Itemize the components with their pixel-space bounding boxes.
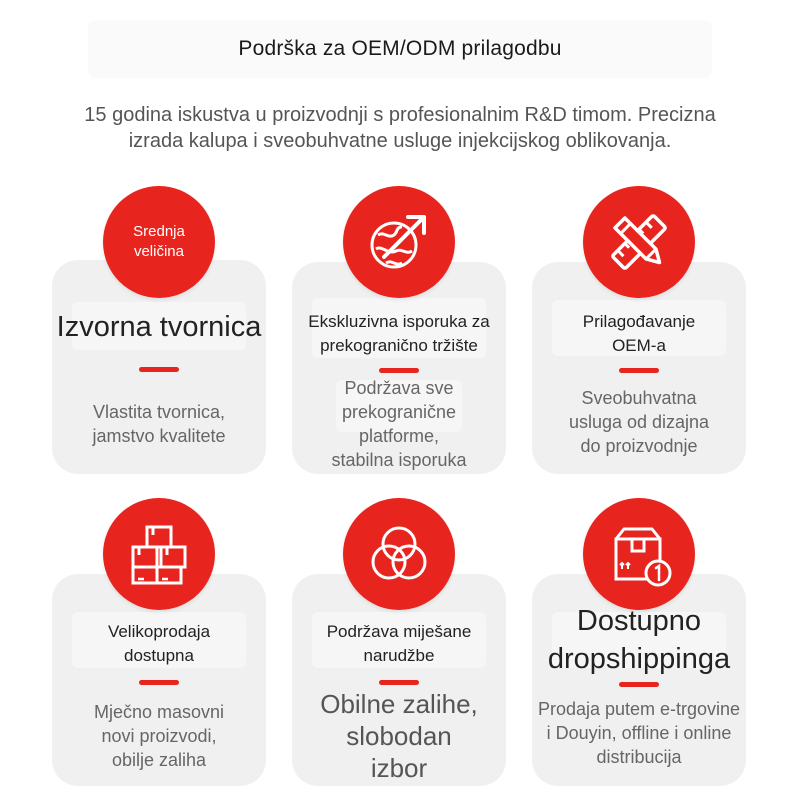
card-description-line: Mječno masovni xyxy=(93,702,225,722)
card-title xyxy=(292,310,506,358)
card-description xyxy=(52,400,266,448)
card-title-line: Ekskluzivna isporuka za xyxy=(308,312,490,331)
card-description-line: jamstvo kvalitete xyxy=(92,426,226,446)
accent-dash xyxy=(619,368,659,373)
subtitle-line: izrada kalupa i sveobuhvatne usluge injekcijskog oblikovanja. xyxy=(128,130,672,152)
card-description-line: i Douyin, offline i online xyxy=(546,723,732,743)
globe-arrow-graphic xyxy=(362,205,436,279)
subtitle-line: 15 godina iskustva u proizvodnji s profesionalnim R&D timom. Precizna xyxy=(84,104,716,126)
overlapping-circles-graphic xyxy=(362,517,436,591)
card-description-line: platforme, xyxy=(358,426,440,446)
stacked-boxes-graphic xyxy=(122,517,196,591)
card-description-line: slobodan xyxy=(346,721,452,751)
size-badge-label xyxy=(133,222,185,262)
title-bar xyxy=(88,20,712,78)
size-badge-line: veličina xyxy=(133,243,184,260)
card-title-line: narudžbe xyxy=(363,646,435,665)
card-description-line: Prodaja putem e-trgovine xyxy=(537,699,741,719)
accent-dash xyxy=(379,680,419,685)
card-description-line: Sveobuhvatna xyxy=(581,388,697,408)
card-description-line: novi proizvodi, xyxy=(101,726,217,746)
card-description xyxy=(300,376,498,472)
card-description xyxy=(512,697,766,769)
page-subtitle xyxy=(40,102,760,154)
card-description-line: obilje zaliha xyxy=(111,750,207,770)
card-title-line: dostupna xyxy=(124,646,194,665)
card-description xyxy=(532,386,746,458)
card-title-line: Prilagođavanje xyxy=(582,312,696,331)
card-description-line: Obilne zalihe, xyxy=(320,689,478,719)
card-title-line: prekogranično tržište xyxy=(320,336,478,355)
card-description-line: do proizvodnje xyxy=(580,436,698,456)
card-description-line: izbor xyxy=(370,753,428,783)
card-title xyxy=(52,620,266,668)
card-title-line: Velikoprodaja xyxy=(107,622,211,641)
card-description-line: stabilna isporuka xyxy=(331,450,467,470)
pencil-ruler-icon xyxy=(583,186,695,298)
card-title xyxy=(512,602,766,678)
accent-dash xyxy=(619,682,659,687)
card-title-line: Izvorna tvornica xyxy=(56,311,262,343)
page-title: Podrška za OEM/ODM prilagodbu xyxy=(238,37,562,60)
package-one-icon xyxy=(583,498,695,610)
card-title xyxy=(30,308,288,346)
card-title xyxy=(292,620,506,668)
card-title-line: Podržava miješane xyxy=(326,622,472,641)
size-badge xyxy=(103,186,215,298)
overlapping-circles-icon xyxy=(343,498,455,610)
card-title-line: dropshippinga xyxy=(547,643,731,675)
card-title xyxy=(532,310,746,358)
pencil-ruler-graphic xyxy=(602,205,676,279)
card-description-line: Podržava sve xyxy=(344,378,454,398)
globe-arrow-icon xyxy=(343,186,455,298)
accent-dash xyxy=(139,367,179,372)
package-one-graphic xyxy=(602,517,676,591)
card-description-line: Vlastita tvornica, xyxy=(92,402,226,422)
card-description-line: distribucija xyxy=(596,747,682,767)
card-title-line: Dostupno xyxy=(576,605,702,637)
card-description-line: usluga od dizajna xyxy=(568,412,710,432)
card-description-line: prekogranične xyxy=(341,402,457,422)
accent-dash xyxy=(139,680,179,685)
card-description xyxy=(292,688,506,784)
card-description xyxy=(52,700,266,772)
accent-dash xyxy=(379,368,419,373)
stacked-boxes-icon xyxy=(103,498,215,610)
card-title-line: OEM-a xyxy=(612,336,666,355)
size-badge-line: Srednja xyxy=(133,223,185,240)
